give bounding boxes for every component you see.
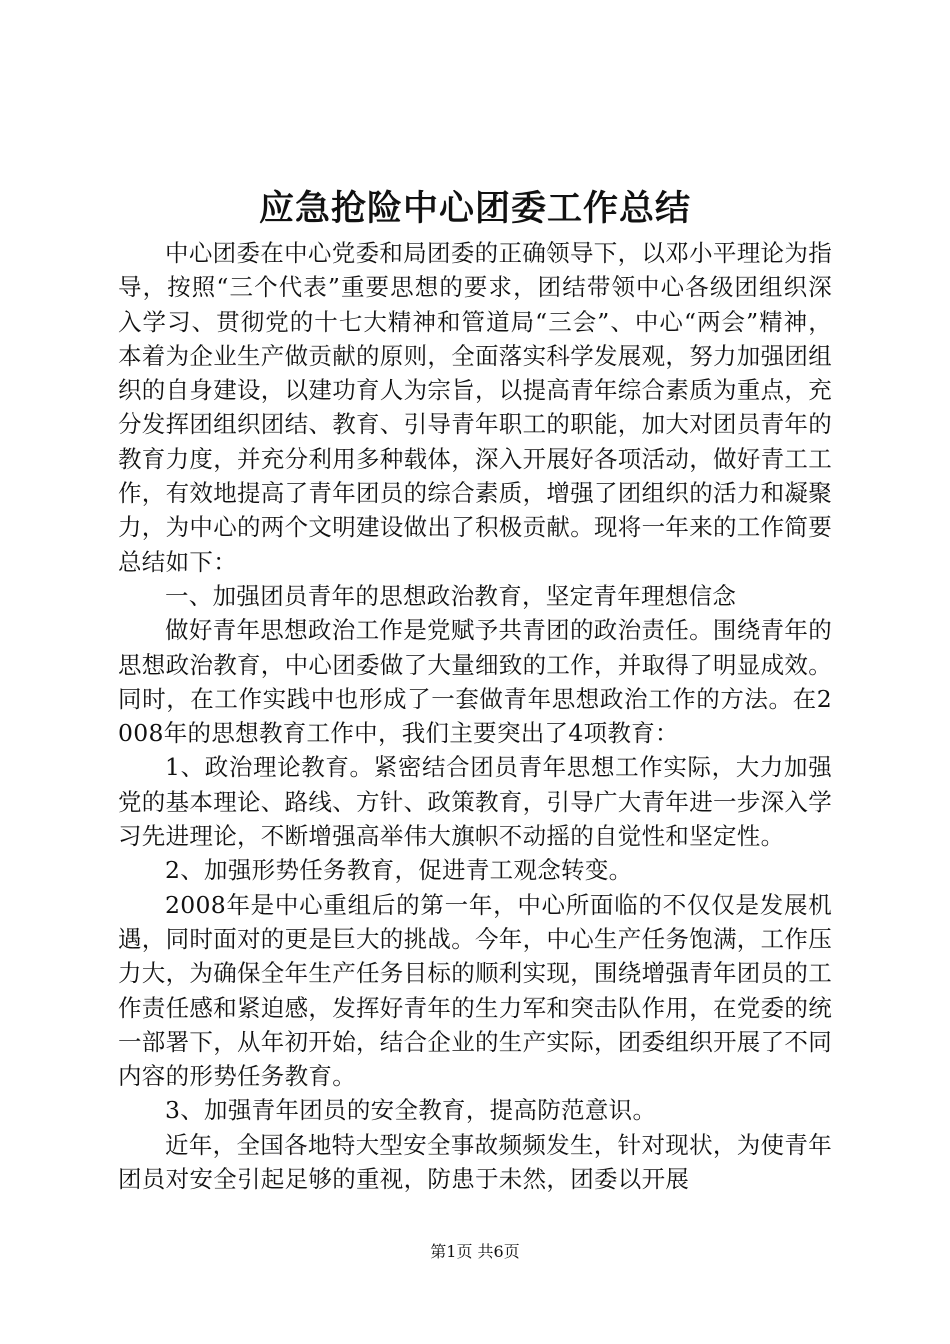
paragraph: 2008年是中心重组后的第一年，中心所面临的不仅仅是发展机遇，同时面对的更是巨大的挑战。今年，中心生产任务饱满，工作压力大，为确保全年生产任务目标的顺利实现，围绕增强青年团员的工作责任感和紧迫感，发挥好青年的生力军和突击队作用，在党委的统一部署下，从年初开始，结合企业的生产实际，团委组织开展了不同内容的形势任务教育。 (118, 890, 832, 1091)
document-title: 应急抢险中心团委工作总结 (258, 188, 691, 229)
subsection-heading: 3、加强青年团员的安全教育，提高防范意识。 (165, 1096, 657, 1125)
subsection-heading: 2、加强形势任务教育，促进青工观念转变。 (165, 856, 633, 885)
section-heading-1: 一、加强团员青年的思想政治教育，坚定青年理想信念 (165, 581, 737, 610)
paragraph: 1、政治理论教育。紧密结合团员青年思想工作实际，大力加强党的基本理论、路线、方针、政策教育，引导广大青年进一步深入学习先进理论，不断增强高举伟大旗帜不动摇的自觉性和坚定性。 (118, 753, 832, 851)
page-number-footer: 第1页 共6页 (430, 1242, 520, 1261)
paragraph: 做好青年思想政治工作是党赋予共青团的政治责任。围绕青年的思想政治教育，中心团委做了大量细致的工作，并取得了明显成效。同时，在工作实践中也形成了一套做青年思想政治工作的方法。在2008年的思想教育工作中，我们主要突出了4项教育： (118, 616, 832, 748)
intro-paragraph: 中心团委在中心党委和局团委的正确领导下，以邓小平理论为指导，按照“三个代表”重要思想的要求，团结带领中心各级团组织深入学习、贯彻党的十七大精神和管道局“三会”、中心“两会”精神，本着为企业生产做贡献的原则，全面落实科学发展观，努力加强团组织的自身建设，以建功育人为宗旨，以提高青年综合素质为重点，充分发挥团组织团结、教育、引导青年职工的职能，加大对团员青年的教育力度，并充分利用多种载体，深入开展好各项活动，做好青工工作，有效地提高了青年团员的综合素质，增强了团组织的活力和凝聚力，为中心的两个文明建设做出了积极贡献。现将一年来的工作简要总结如下： (118, 239, 832, 576)
document-body (118, 236, 832, 1196)
paragraph: 近年，全国各地特大型安全事故频频发生，针对现状，为使青年团员对安全引起足够的重视，防患于未然，团委以开展 (118, 1130, 832, 1194)
